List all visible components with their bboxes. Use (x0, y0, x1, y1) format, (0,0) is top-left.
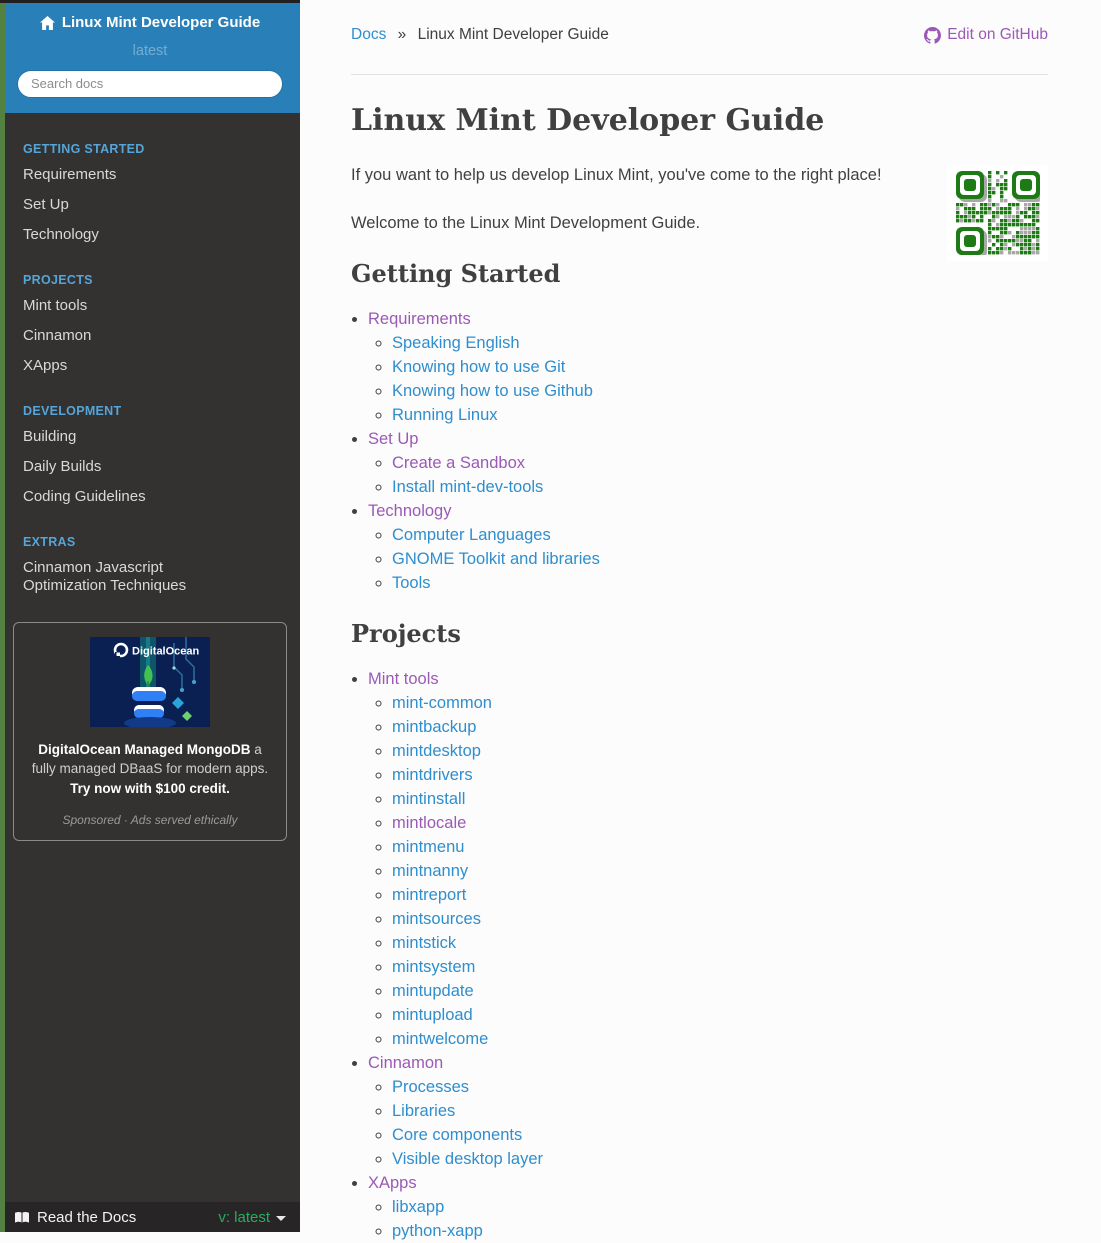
toc-link-core-components[interactable]: Core components (392, 1126, 523, 1144)
home-icon (40, 16, 55, 30)
sidebar-item-coding-guidelines[interactable]: Coding Guidelines (23, 487, 146, 505)
toc-link-tools[interactable]: Tools (392, 574, 431, 592)
toc-getting-started (351, 307, 1048, 595)
toc-item (392, 907, 1048, 931)
toc-link-mintlocale[interactable]: mintlocale (392, 814, 467, 832)
ad-disclaimer: Sponsored · Ads served ethically (62, 813, 238, 828)
breadcrumb (351, 26, 1048, 44)
toc-link-libxapp[interactable]: libxapp (392, 1198, 445, 1216)
window-edge-strip (0, 3, 5, 1232)
toc-item (392, 811, 1048, 835)
toc-item (392, 739, 1048, 763)
toc-item (392, 547, 1048, 571)
sidebar-footer (0, 1202, 300, 1232)
toc-link-cinnamon[interactable]: Cinnamon (368, 1054, 444, 1072)
sidebar-section-caption: DEVELOPMENT (23, 403, 122, 418)
toc-item (392, 979, 1048, 1003)
section-heading-projects: Projects (351, 619, 461, 648)
breadcrumb-divider (351, 74, 1048, 75)
sidebar-section-caption: GETTING STARTED (23, 141, 145, 156)
toc-link-running-linux[interactable]: Running Linux (392, 406, 498, 424)
toc-link-mintupload[interactable]: mintupload (392, 1006, 473, 1024)
toc-link-visible-desktop-layer[interactable]: Visible desktop layer (392, 1150, 544, 1168)
sidebar-item-cinnamon[interactable]: Cinnamon (23, 326, 92, 344)
toc-link-python-xapp[interactable]: python-xapp (392, 1222, 483, 1240)
toc-item (392, 1075, 1048, 1099)
sidebar-section-caption: PROJECTS (23, 272, 93, 287)
sidebar-item-daily-builds[interactable]: Daily Builds (23, 457, 102, 475)
breadcrumb-docs-link[interactable]: Docs (351, 26, 387, 43)
toc-item (392, 691, 1048, 715)
version-label: latest (132, 42, 168, 59)
sidebar-item-set-up[interactable]: Set Up (23, 195, 69, 213)
toc-link-mintdrivers[interactable]: mintdrivers (392, 766, 473, 784)
toc-link-mintinstall[interactable]: mintinstall (392, 790, 466, 808)
toc-item (392, 475, 1048, 499)
toc-link-mintmenu[interactable]: mintmenu (392, 838, 465, 856)
sidebar-header (0, 3, 300, 113)
toc-link-mint-common[interactable]: mint-common (392, 694, 492, 712)
toc-link-computer-languages[interactable]: Computer Languages (392, 526, 551, 544)
toc-item (392, 787, 1048, 811)
qr-code-image (947, 165, 1048, 261)
breadcrumb-separator: » (397, 26, 407, 43)
toc-item (392, 883, 1048, 907)
toc-link-processes[interactable]: Processes (392, 1078, 470, 1096)
sidebar (0, 0, 300, 1232)
toc-link-knowing-how-to-use-git[interactable]: Knowing how to use Git (392, 358, 566, 376)
toc-item (392, 1003, 1048, 1027)
toc-link-gnome-toolkit-and-libraries[interactable]: GNOME Toolkit and libraries (392, 550, 600, 568)
chevron-down-icon (276, 1216, 286, 1221)
toc-item (368, 1171, 1048, 1243)
toc-link-libraries[interactable]: Libraries (392, 1102, 456, 1120)
toc-item (392, 1219, 1048, 1243)
book-icon (14, 1211, 30, 1224)
sidebar-item-xapps[interactable]: XApps (23, 356, 68, 374)
ad-cta: Try now with $100 credit. (70, 781, 230, 797)
svg-text:DigitalOcean: DigitalOcean (132, 645, 200, 657)
toc-item (392, 571, 1048, 595)
toc-item (392, 331, 1048, 355)
toc-item (368, 667, 1048, 1051)
toc-item (392, 451, 1048, 475)
toc-link-requirements[interactable]: Requirements (368, 310, 471, 328)
toc-link-mintsources[interactable]: mintsources (392, 910, 481, 928)
toc-link-mint-tools[interactable]: Mint tools (368, 670, 439, 688)
edit-on-github-link[interactable]: Edit on GitHub (924, 26, 1048, 44)
toc-link-set-up[interactable]: Set Up (368, 430, 419, 448)
toc-item (392, 1195, 1048, 1219)
toc-item (392, 403, 1048, 427)
sidebar-ad[interactable] (13, 622, 287, 842)
toc-item (392, 1147, 1048, 1171)
toc-item (368, 427, 1048, 499)
toc-item (368, 1051, 1048, 1171)
breadcrumb-current: Linux Mint Developer Guide (417, 26, 609, 43)
toc-link-mintwelcome[interactable]: mintwelcome (392, 1030, 489, 1048)
toc-item (392, 763, 1048, 787)
toc-link-create-a-sandbox[interactable]: Create a Sandbox (392, 454, 526, 472)
toc-link-knowing-how-to-use-github[interactable]: Knowing how to use Github (392, 382, 593, 400)
section-heading-getting-started: Getting Started (351, 259, 561, 288)
toc-link-speaking-english[interactable]: Speaking English (392, 334, 520, 352)
sidebar-section-caption: EXTRAS (23, 534, 76, 549)
toc-link-mintupdate[interactable]: mintupdate (392, 982, 474, 1000)
sidebar-item-technology[interactable]: Technology (23, 225, 99, 243)
toc-link-xapps[interactable]: XApps (368, 1174, 417, 1192)
toc-item (392, 859, 1048, 883)
toc-item (392, 835, 1048, 859)
intro-paragraph-2: Welcome to the Linux Mint Development Guide. (351, 214, 701, 232)
read-the-docs-label: Read the Docs (14, 1209, 136, 1226)
toc-item (392, 955, 1048, 979)
toc-item (392, 523, 1048, 547)
toc-link-mintsystem[interactable]: mintsystem (392, 958, 476, 976)
toc-projects (351, 667, 1048, 1243)
toc-item (392, 715, 1048, 739)
github-icon (924, 27, 941, 44)
toc-link-mintnanny[interactable]: mintnanny (392, 862, 469, 880)
toc-link-mintbackup[interactable]: mintbackup (392, 718, 477, 736)
toc-item (392, 355, 1048, 379)
toc-item (392, 931, 1048, 955)
sidebar-title-label: Linux Mint Developer Guide (61, 14, 261, 31)
sidebar-item-cinnamon-javascript-optimization-techniques[interactable]: Cinnamon Javascript Optimization Techniques (23, 558, 187, 594)
sidebar-item-requirements[interactable]: Requirements (23, 165, 117, 183)
sidebar-item-building[interactable]: Building (23, 427, 77, 445)
search-input[interactable] (17, 70, 283, 98)
page-title: Linux Mint Developer Guide (351, 103, 825, 138)
toc-link-install-mint-dev-tools[interactable]: Install mint-dev-tools (392, 478, 544, 496)
toc-link-mintreport[interactable]: mintreport (392, 886, 467, 904)
toc-link-mintdesktop[interactable]: mintdesktop (392, 742, 481, 760)
toc-link-mintstick[interactable]: mintstick (392, 934, 457, 952)
digitalocean-ad-image (90, 637, 210, 727)
toc-item (392, 1099, 1048, 1123)
version-switcher[interactable]: v: latest (218, 1209, 286, 1226)
intro-paragraph-1: If you want to help us develop Linux Mint, you've come to the right place! (351, 166, 882, 184)
toc-item (392, 1027, 1048, 1051)
toc-item (368, 499, 1048, 595)
toc-link-technology[interactable]: Technology (368, 502, 452, 520)
ad-text: DigitalOcean Managed MongoDB a fully managed DBaaS for modern apps. Try now with $100 credit. (26, 740, 274, 800)
toc-item (392, 1123, 1048, 1147)
toc-item (368, 307, 1048, 427)
main-content (300, 0, 1101, 1243)
sidebar-nav (0, 113, 300, 601)
sidebar-item-mint-tools[interactable]: Mint tools (23, 296, 88, 314)
toc-item (392, 379, 1048, 403)
sidebar-title-link[interactable] (40, 14, 260, 31)
